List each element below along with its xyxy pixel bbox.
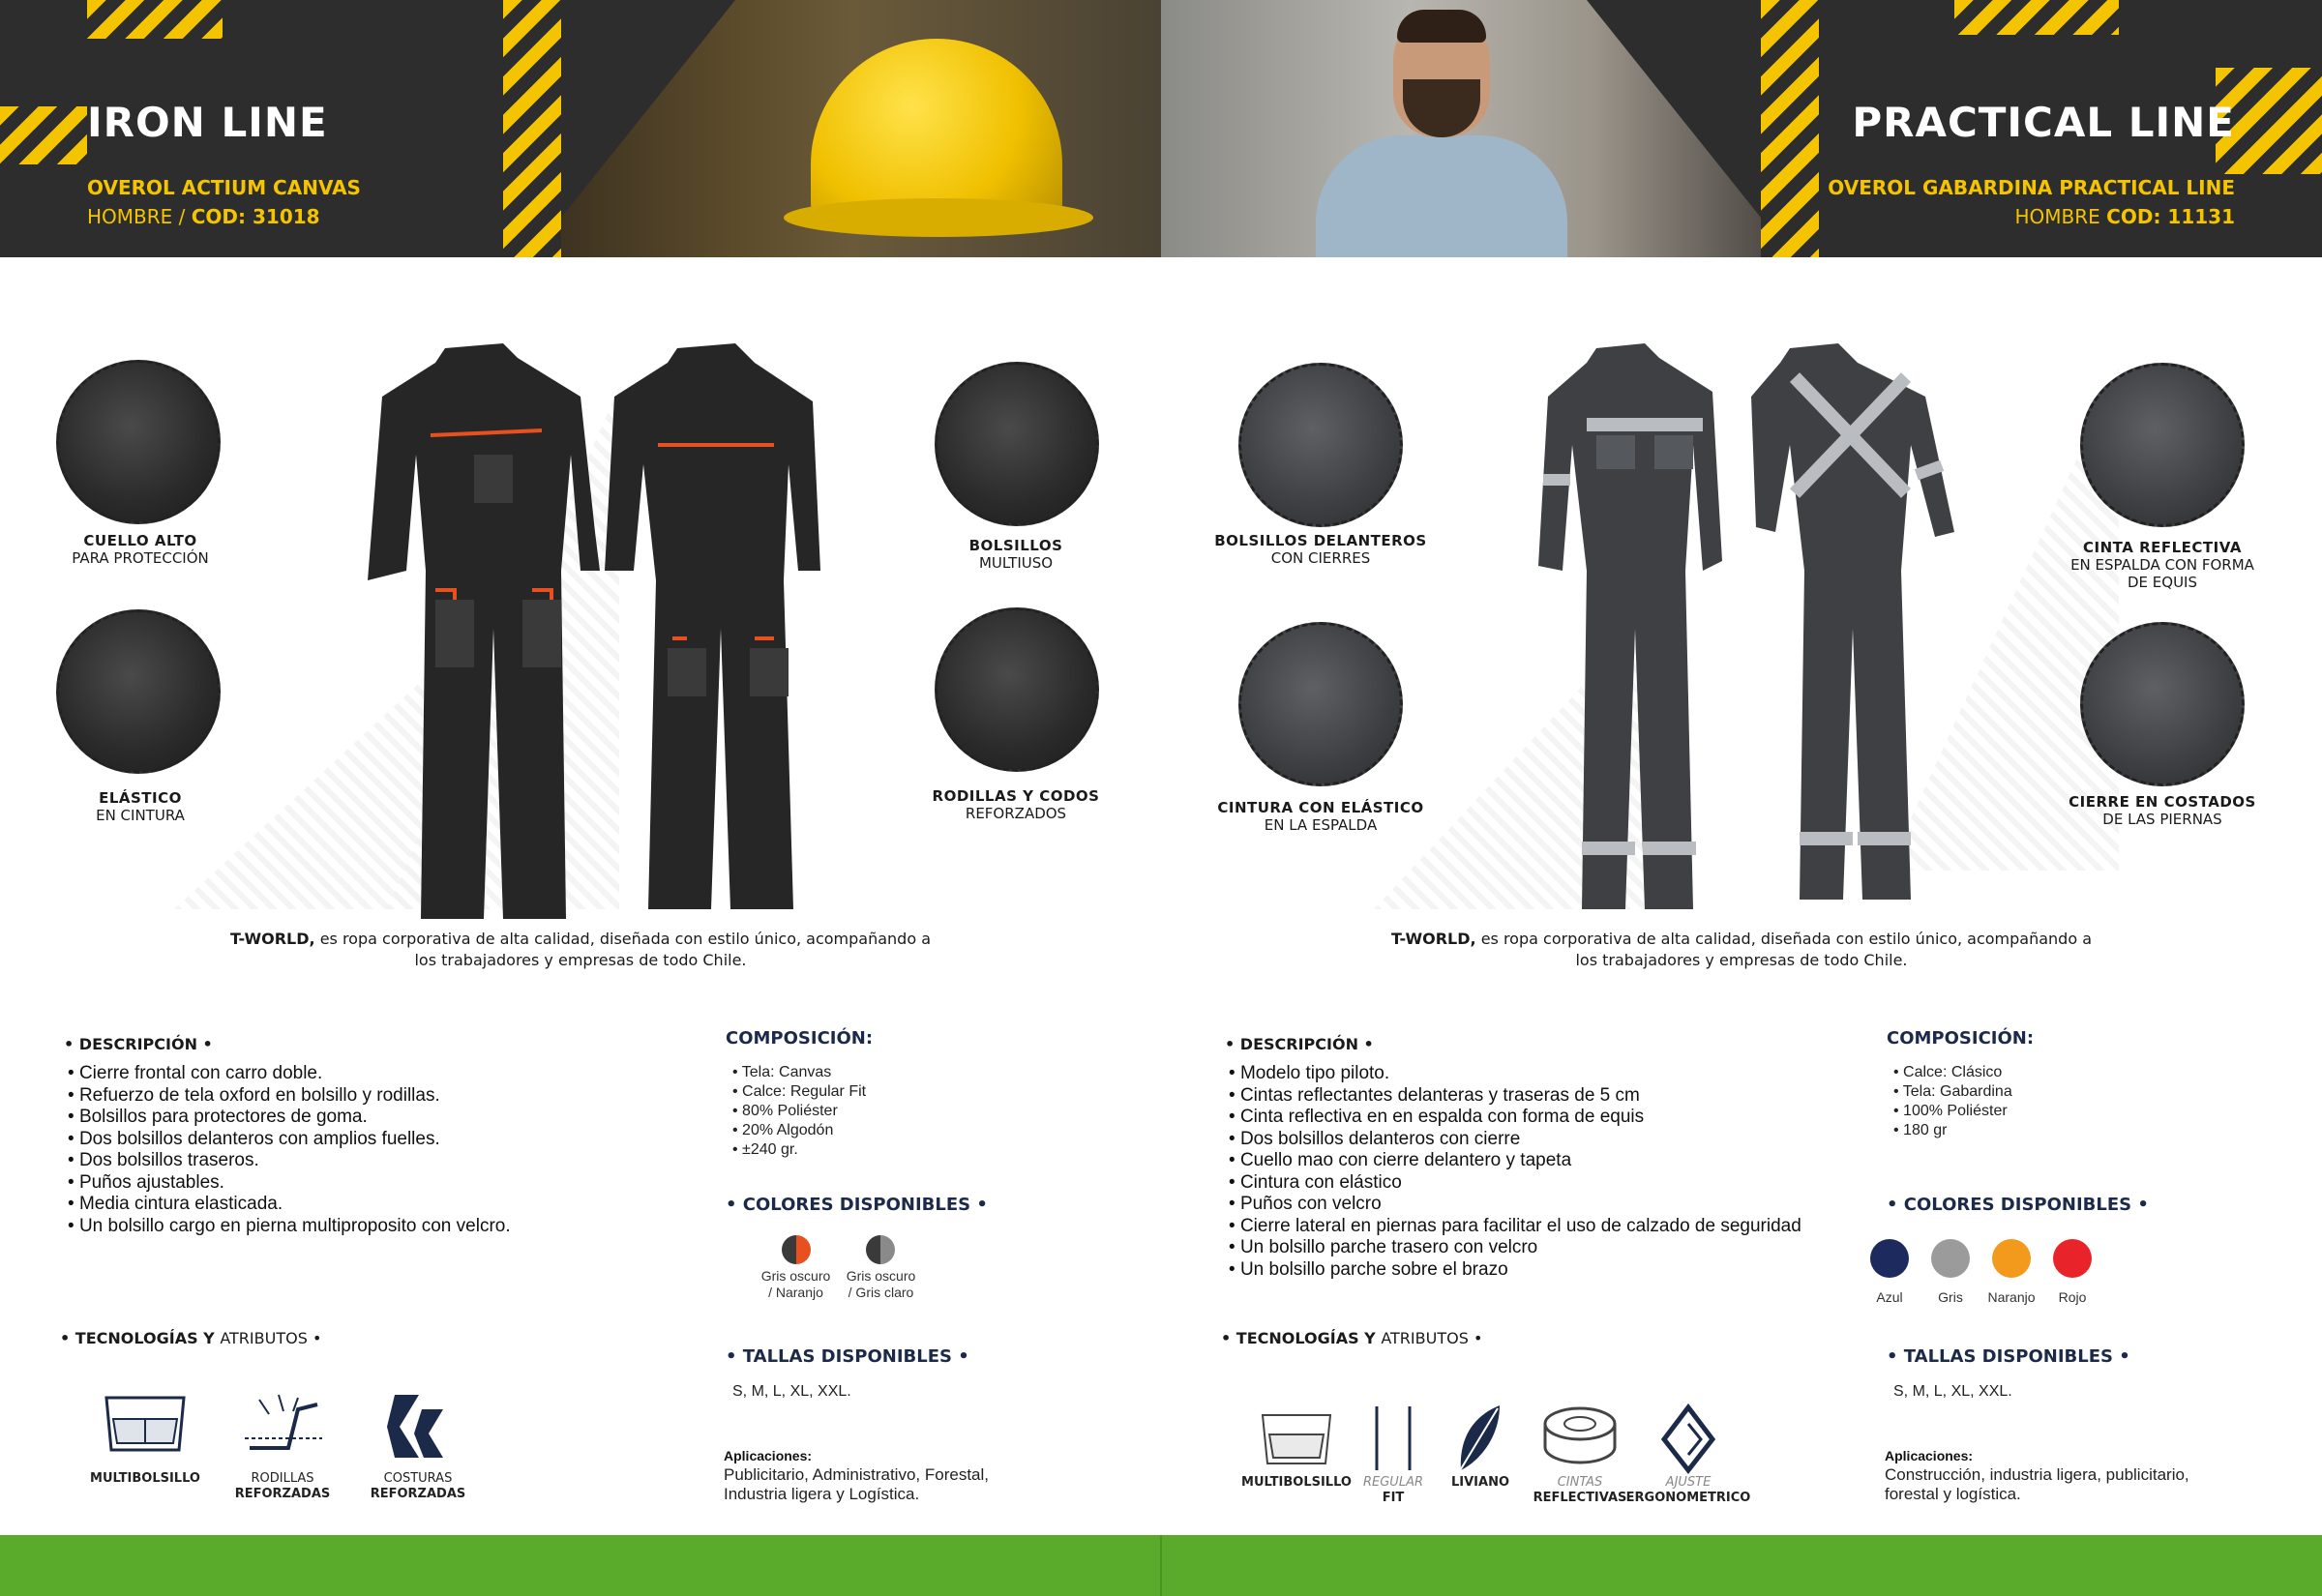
feature-title: ELÁSTICO — [99, 789, 182, 807]
tech-label-line: ERGONOMETRICO — [1625, 1491, 1751, 1505]
feature-circle-leg-zipper — [2080, 622, 2245, 786]
right-product-name: OVEROL GABARDINA PRACTICAL LINE — [1828, 176, 2235, 199]
list-item: • 100% Poliéster — [1893, 1102, 2184, 1121]
hazard-stripes — [0, 106, 87, 164]
list-item: • Cuello mao con cierre delantero y tapeta — [1229, 1150, 1819, 1172]
tech-label-line: AJUSTE — [1665, 1475, 1712, 1490]
iron-line-coverall-image — [348, 339, 822, 919]
feature-caption — [1200, 799, 1442, 834]
right-composition-heading: COMPOSICIÓN: — [1887, 1028, 2035, 1049]
feather-icon — [1451, 1403, 1509, 1475]
feature-subtitle: REFORZADOS — [965, 805, 1067, 822]
feature-circle-elastic-waist — [56, 609, 221, 774]
left-sizes-heading: • TALLAS DISPONIBLES • — [726, 1346, 969, 1367]
color-label-line: / Naranjo — [768, 1285, 823, 1300]
right-description-heading: • DESCRIPCIÓN • — [1225, 1035, 1374, 1053]
list-item: • Cierre frontal con carro doble. — [68, 1063, 687, 1085]
tech-heading-bold: • TECNOLOGÍAS Y — [1221, 1329, 1376, 1347]
color-swatch-rojo[interactable] — [2053, 1239, 2092, 1278]
feature-circle-front-pockets — [1238, 363, 1403, 527]
hazard-stripes — [87, 0, 223, 39]
right-applications-title: Aplicaciones: — [1885, 1448, 1974, 1463]
hazard-stripes — [1954, 0, 2119, 35]
applications-line: Publicitario, Administrativo, Forestal, — [724, 1465, 989, 1484]
applications-line: forestal y logística. — [1885, 1485, 2021, 1503]
color-swatch[interactable] — [782, 1235, 811, 1264]
reinforced-seam-icon — [385, 1390, 453, 1463]
multipocket-icon — [102, 1390, 189, 1458]
hazard-stripes — [1761, 0, 1819, 257]
color-swatch-naranjo[interactable] — [1992, 1239, 2031, 1278]
tech-label — [77, 1471, 213, 1487]
tech-label-line: FIT — [1382, 1491, 1405, 1505]
left-composition-list — [732, 1063, 1023, 1160]
tech-label-line: MULTIBOLSILLO — [1241, 1475, 1352, 1490]
worker-hair — [1397, 10, 1486, 43]
list-item: • Dos bolsillos delanteros con cierre — [1229, 1129, 1819, 1151]
worker-shirt — [1316, 135, 1567, 257]
list-item: • ±240 gr. — [732, 1140, 1023, 1160]
reinforced-knee-icon — [240, 1390, 327, 1463]
list-item: • Media cintura elasticada. — [68, 1194, 687, 1216]
right-description-list — [1229, 1063, 1819, 1281]
right-tagline — [1374, 929, 2109, 971]
tech-label-line: REGULAR — [1362, 1475, 1423, 1490]
tech-label-line: REFORZADAS — [234, 1487, 331, 1501]
color-label: Azul — [1876, 1289, 1903, 1305]
feature-title: CINTA REFLECTIVA — [2083, 539, 2242, 556]
feature-title: BOLSILLOS — [968, 537, 1063, 554]
brand-name: T-WORLD, — [229, 930, 315, 948]
tech-label — [1432, 1475, 1529, 1491]
list-item: • Calce: Clásico — [1893, 1063, 2184, 1082]
left-product-name: OVEROL ACTIUM CANVAS — [87, 176, 361, 199]
feature-circle-pockets — [935, 362, 1099, 526]
list-item: • Tela: Canvas — [732, 1063, 1023, 1082]
hazard-stripes — [503, 0, 561, 257]
feature-title: BOLSILLOS DELANTEROS — [1214, 532, 1427, 549]
left-code: COD: 31018 — [191, 205, 320, 228]
right-composition-list — [1893, 1063, 2184, 1140]
feature-title: CUELLO ALTO — [83, 532, 197, 549]
feature-subtitle: DE EQUIS — [2127, 574, 2197, 591]
feature-title: RODILLAS Y CODOS — [932, 787, 1100, 805]
regular-fit-icon — [1369, 1404, 1417, 1472]
feature-caption — [19, 789, 261, 824]
feature-caption — [895, 537, 1137, 572]
color-label — [835, 1268, 927, 1301]
color-swatch-azul[interactable] — [1870, 1239, 1909, 1278]
tech-label-line: COSTURAS — [383, 1471, 453, 1486]
ergonomic-fit-icon — [1654, 1403, 1722, 1475]
list-item: • Bolsillos para protectores de goma. — [68, 1107, 687, 1129]
list-item: • 20% Algodón — [732, 1121, 1023, 1140]
tech-label — [1345, 1475, 1442, 1506]
feature-subtitle: DE LAS PIERNAS — [2102, 811, 2222, 828]
right-code: COD: 11131 — [2106, 205, 2235, 228]
left-colors-heading: • COLORES DISPONIBLES • — [726, 1195, 988, 1215]
left-line-title: IRON LINE — [87, 99, 328, 146]
tech-label-line: RODILLAS — [251, 1471, 314, 1486]
feature-subtitle: PARA PROTECCIÓN — [72, 549, 209, 567]
tech-heading-thin: ATRIBUTOS • — [1381, 1329, 1483, 1347]
left-description-heading: • DESCRIPCIÓN • — [64, 1035, 213, 1053]
list-item: • Modelo tipo piloto. — [1229, 1063, 1819, 1085]
tech-label-line: MULTIBOLSILLO — [90, 1471, 200, 1486]
left-composition-heading: COMPOSICIÓN: — [726, 1028, 874, 1049]
feature-title: CIERRE EN COSTADOS — [2069, 793, 2256, 811]
left-sizes: S, M, L, XL, XXL. — [732, 1383, 851, 1400]
tech-heading-bold: • TECNOLOGÍAS Y — [60, 1329, 215, 1347]
list-item: • Cinta reflectiva en en espalda con forma de equis — [1229, 1107, 1819, 1129]
list-item: • Cierre lateral en piernas para facilitar el uso de calzado de seguridad — [1229, 1216, 1819, 1238]
feature-caption — [895, 787, 1137, 822]
list-item: • 180 gr — [1893, 1121, 2184, 1140]
list-item: • Cintas reflectantes delanteras y traseras de 5 cm — [1229, 1085, 1819, 1108]
color-label: Naranjo — [1987, 1289, 2036, 1305]
left-tech-heading — [60, 1329, 321, 1347]
left-applications-title: Aplicaciones: — [724, 1448, 813, 1463]
feature-subtitle: CON CIERRES — [1270, 549, 1371, 567]
page-fold-divider — [1160, 1535, 1162, 1596]
right-product-code — [2015, 205, 2235, 228]
color-label-line: / Gris claro — [848, 1285, 914, 1300]
tagline-text: los trabajadores y empresas de todo Chile. — [414, 951, 747, 969]
tagline-text: es ropa corporativa de alta calidad, diseñada con estilo único, acompañando a — [319, 930, 932, 948]
right-line-title: PRACTICAL LINE — [1852, 99, 2235, 146]
feature-caption — [2037, 539, 2288, 591]
right-gender: HOMBRE — [2014, 205, 2100, 228]
hard-hat-brim — [784, 198, 1093, 237]
brand-name: T-WORLD, — [1390, 930, 1476, 948]
tech-label — [1238, 1475, 1354, 1491]
tech-label-line: REFLECTIVAS — [1533, 1491, 1627, 1505]
list-item: • Un bolsillo cargo en pierna multiproposito con velcro. — [68, 1216, 687, 1238]
tagline-text: es ropa corporativa de alta calidad, diseñada con estilo único, acompañando a — [1480, 930, 2093, 948]
header-banner — [0, 0, 2322, 257]
feature-subtitle: EN CINTURA — [96, 807, 185, 824]
color-swatch[interactable] — [866, 1235, 895, 1264]
feature-circle-collar — [56, 360, 221, 524]
tech-label — [215, 1471, 350, 1502]
tech-label-line: REFORZADAS — [370, 1487, 466, 1501]
left-description-list — [68, 1063, 687, 1237]
list-item: • Dos bolsillos traseros. — [68, 1150, 687, 1172]
right-applications — [1885, 1465, 2272, 1504]
list-item: • Cintura con elástico — [1229, 1172, 1819, 1195]
tech-label — [350, 1471, 486, 1502]
feature-subtitle: MULTIUSO — [978, 554, 1054, 572]
tagline-text: los trabajadores y empresas de todo Chile. — [1575, 951, 1908, 969]
feature-caption — [2037, 793, 2288, 828]
list-item: • 80% Poliéster — [732, 1102, 1023, 1121]
list-item: • Refuerzo de tela oxford en bolsillo y rodillas. — [68, 1085, 687, 1108]
feature-title: CINTURA CON ELÁSTICO — [1217, 799, 1424, 816]
color-label-line: Gris oscuro — [846, 1268, 916, 1284]
right-tech-heading — [1221, 1329, 1482, 1347]
applications-line: Construcción, industria ligera, publicitario, — [1885, 1465, 2189, 1484]
practical-line-coverall-image — [1529, 339, 1983, 919]
right-sizes: S, M, L, XL, XXL. — [1893, 1383, 2012, 1400]
color-label-line: Gris oscuro — [760, 1268, 831, 1284]
feature-circle-reflective-x — [2080, 363, 2245, 527]
left-gender: HOMBRE / — [87, 205, 186, 228]
feature-subtitle: EN LA ESPALDA — [1264, 816, 1378, 834]
feature-circle-knees — [935, 607, 1099, 772]
tech-label-line: LIVIANO — [1450, 1475, 1509, 1490]
tech-label — [1625, 1475, 1751, 1506]
multipocket-icon — [1258, 1407, 1335, 1470]
list-item: • Puños con velcro — [1229, 1194, 1819, 1216]
tech-heading-thin: ATRIBUTOS • — [220, 1329, 322, 1347]
list-item: • Tela: Gabardina — [1893, 1082, 2184, 1102]
feature-subtitle: EN ESPALDA CON FORMA — [2070, 556, 2254, 574]
tech-label — [1532, 1475, 1628, 1506]
right-sizes-heading: • TALLAS DISPONIBLES • — [1887, 1346, 2130, 1367]
color-swatch-gris[interactable] — [1931, 1239, 1970, 1278]
tech-label-line: CINTAS — [1557, 1475, 1603, 1490]
left-tagline — [213, 929, 948, 971]
color-label: Gris — [1938, 1289, 1963, 1305]
left-product-code — [87, 205, 320, 228]
reflective-tape-icon — [1541, 1403, 1619, 1470]
left-applications — [724, 1465, 1053, 1504]
right-colors-heading: • COLORES DISPONIBLES • — [1887, 1195, 2149, 1215]
applications-line: Industria ligera y Logística. — [724, 1485, 920, 1503]
color-label: Rojo — [2058, 1289, 2087, 1305]
color-label — [750, 1268, 842, 1301]
feature-circle-back-elastic — [1238, 622, 1403, 786]
list-item: • Un bolsillo parche trasero con velcro — [1229, 1237, 1819, 1259]
feature-caption — [19, 532, 261, 567]
list-item: • Un bolsillo parche sobre el brazo — [1229, 1259, 1819, 1282]
list-item: • Calce: Regular Fit — [732, 1082, 1023, 1102]
list-item: • Puños ajustables. — [68, 1172, 687, 1195]
feature-caption — [1200, 532, 1442, 567]
list-item: • Dos bolsillos delanteros con amplios fuelles. — [68, 1129, 687, 1151]
